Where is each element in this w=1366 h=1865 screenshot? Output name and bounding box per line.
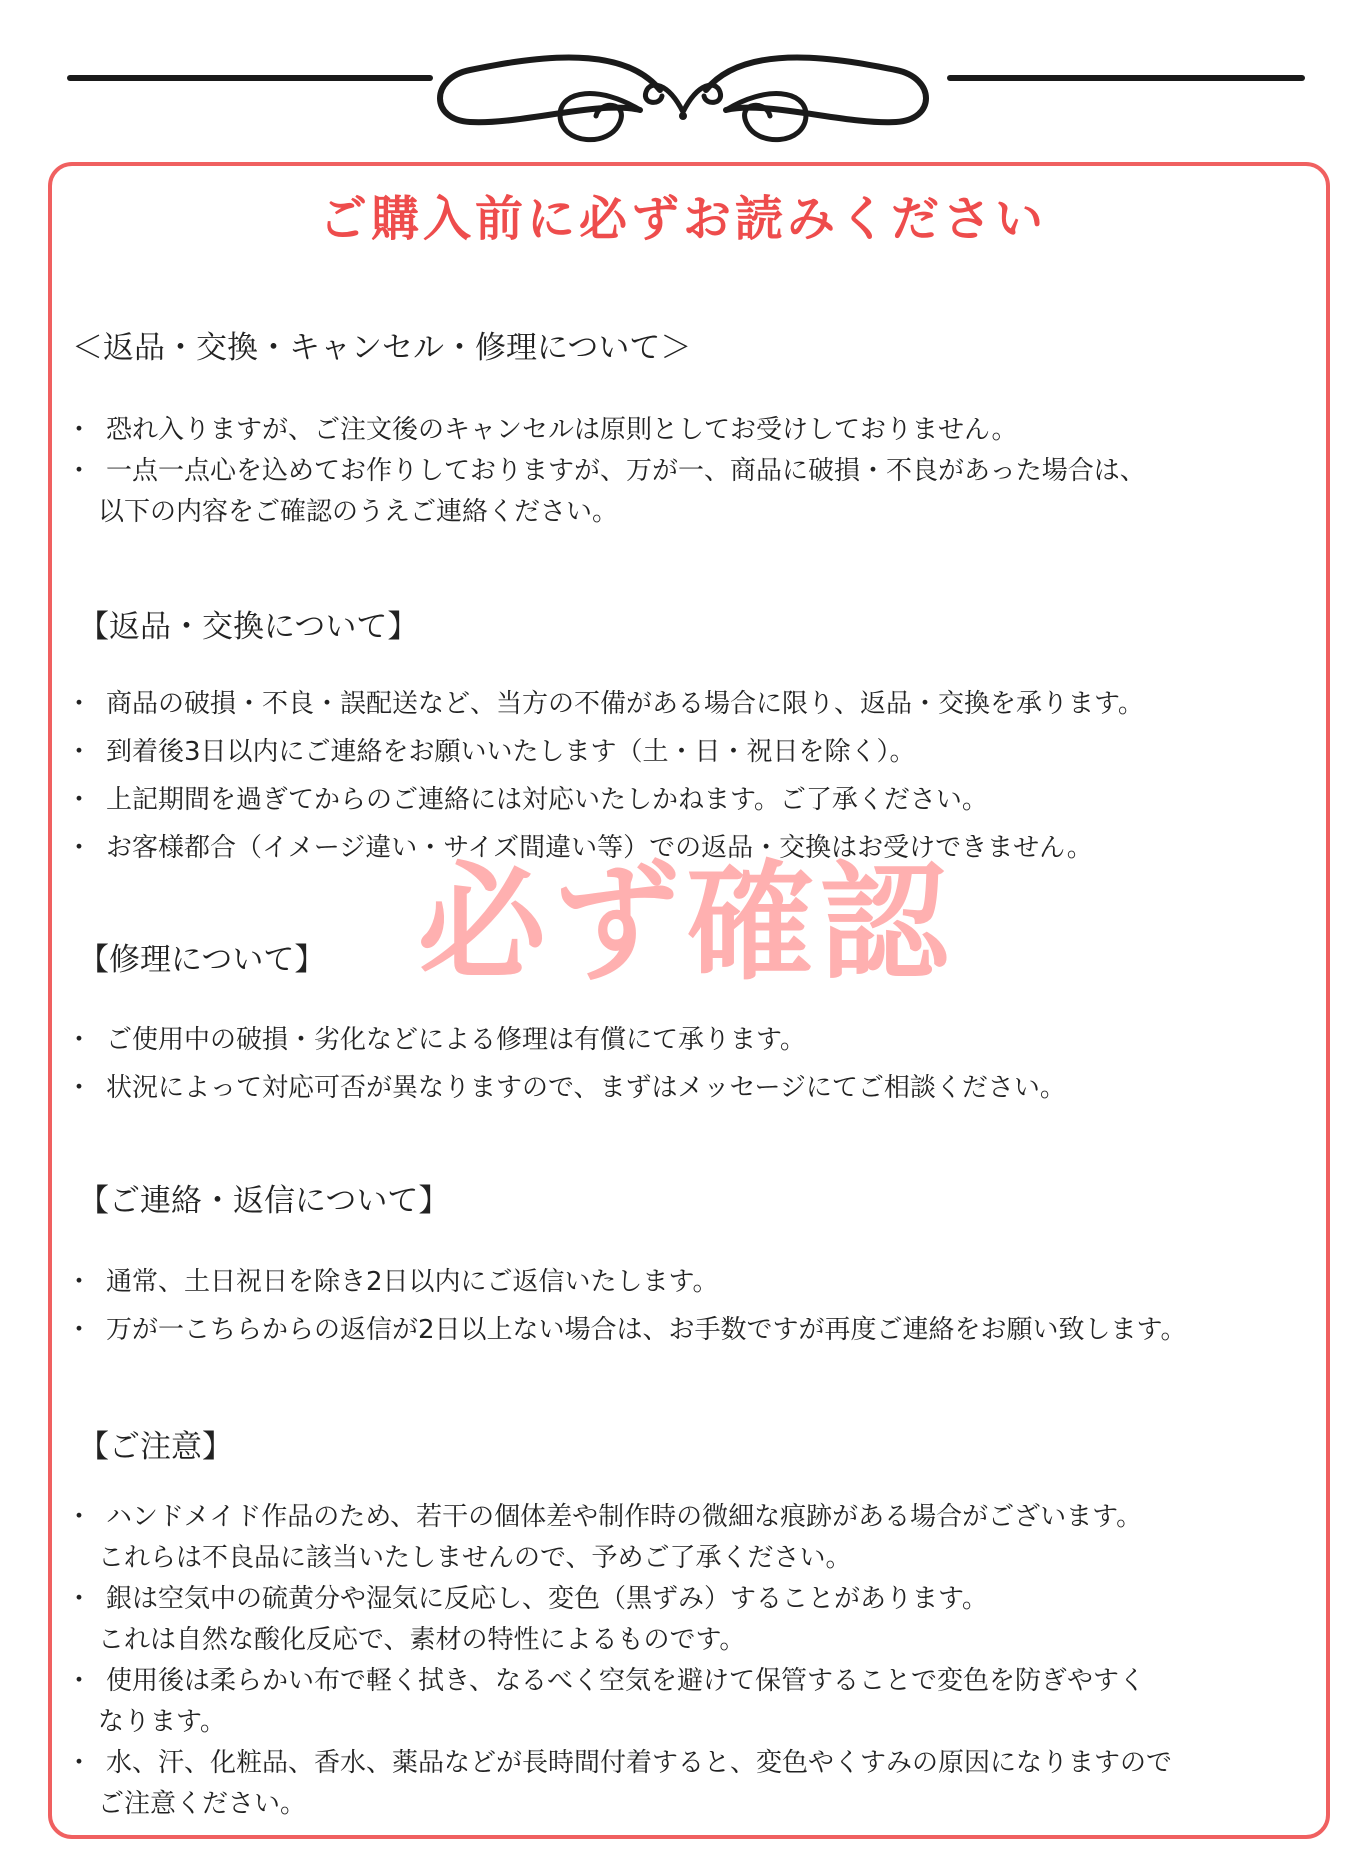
section-heading-repair: 【修理について】 <box>78 942 326 978</box>
section-list-returns-exchange <box>66 684 1336 869</box>
item-text: 状況によって対応可否が異なりますので、まずはメッセージにてご相談ください。 <box>106 1073 1066 1103</box>
item-text-continued: これらは不良品に該当いたしませんので、予めご了承ください。 <box>98 1543 852 1573</box>
bullet: ・ <box>66 1267 93 1297</box>
section-heading-returns-exchange: 【返品・交換について】 <box>78 609 419 645</box>
item-text-continued: ご注意ください。 <box>98 1789 307 1819</box>
list-item <box>66 1743 1336 1825</box>
bullet: ・ <box>66 689 93 719</box>
item-text: ご使用中の破損・劣化などによる修理は有償にて承ります。 <box>106 1025 806 1055</box>
bullet: ・ <box>66 1584 93 1614</box>
bullet: ・ <box>66 1073 93 1103</box>
list-item <box>66 1262 1336 1303</box>
item-text: 使用後は柔らかい布で軽く拭き、なるべく空気を避けて保管することで変色を防ぎやすく <box>106 1666 1145 1696</box>
list-item <box>66 780 1336 821</box>
page-title: ご購入前に必ずお読みください <box>318 191 1047 247</box>
item-text: 万が一こちらからの返信が2日以上ない場合は、お手数ですが再度ご連絡をお願い致します。 <box>106 1315 1187 1345</box>
bullet: ・ <box>66 1315 93 1345</box>
section-heading-caution: 【ご注意】 <box>78 1429 233 1465</box>
ornament-divider-icon <box>0 30 1366 150</box>
item-text: 到着後3日以内にご連絡をお願いいたします（土・日・祝日を除く）。 <box>106 737 916 767</box>
item-text-continued: 以下の内容をご確認のうえご連絡ください。 <box>98 497 619 527</box>
bullet: ・ <box>66 833 93 863</box>
item-text: 上記期間を過ぎてからのご連絡には対応いたしかねます。ご了承ください。 <box>106 785 988 815</box>
list-item <box>66 1579 1336 1661</box>
item-text: 恐れ入りますが、ご注文後のキャンセルは原則としてお受けしておりません。 <box>106 415 1018 445</box>
item-text: 一点一点心を込めてお作りしておりますが、万が一、商品に破損・不良があった場合は、 <box>106 456 1146 486</box>
list-item <box>66 732 1336 773</box>
list-item <box>66 1497 1336 1579</box>
item-text-continued: なります。 <box>98 1707 226 1737</box>
list-item <box>66 1020 1336 1061</box>
list-item <box>66 410 1336 451</box>
bullet: ・ <box>66 737 93 767</box>
item-text: 銀は空気中の硫黄分や湿気に反応し、変色（黒ずみ）することがあります。 <box>106 1584 988 1614</box>
item-text: お客様都合（イメージ違い・サイズ間違い等）での返品・交換はお受けできません。 <box>106 833 1093 863</box>
list-item <box>66 451 1336 533</box>
section-list-repair <box>66 1020 1336 1109</box>
item-text: ハンドメイド作品のため、若干の個体差や制作時の微細な痕跡がある場合がございます。 <box>106 1502 1143 1532</box>
item-text: 商品の破損・不良・誤配送など、当方の不備がある場合に限り、返品・交換を承ります。 <box>106 689 1144 719</box>
bullet: ・ <box>66 415 93 445</box>
bullet: ・ <box>66 1502 93 1532</box>
bullet: ・ <box>66 1666 93 1696</box>
list-item <box>66 1068 1336 1109</box>
section-list-contact <box>66 1262 1336 1351</box>
bullet: ・ <box>66 785 93 815</box>
item-text: 水、汗、化粧品、香水、薬品などが長時間付着すると、変色やくすみの原因になりますので <box>106 1748 1173 1778</box>
section-list-returns-overview <box>66 410 1336 533</box>
bullet: ・ <box>66 1748 93 1778</box>
list-item <box>66 684 1336 725</box>
section-heading-contact: 【ご連絡・返信について】 <box>78 1183 450 1219</box>
bullet: ・ <box>66 1025 93 1055</box>
list-item <box>66 1310 1336 1351</box>
section-list-caution <box>66 1497 1336 1825</box>
item-text: 通常、土日祝日を除き2日以内にご返信いたします。 <box>106 1267 719 1297</box>
list-item <box>66 828 1336 869</box>
section-heading-returns-overview: ＜返品・交換・キャンセル・修理について＞ <box>72 330 692 366</box>
list-item <box>66 1661 1336 1743</box>
bullet: ・ <box>66 456 93 486</box>
watermark-text: 必ず確認 <box>418 849 955 998</box>
item-text-continued: これは自然な酸化反応で、素材の特性によるものです。 <box>98 1625 746 1655</box>
